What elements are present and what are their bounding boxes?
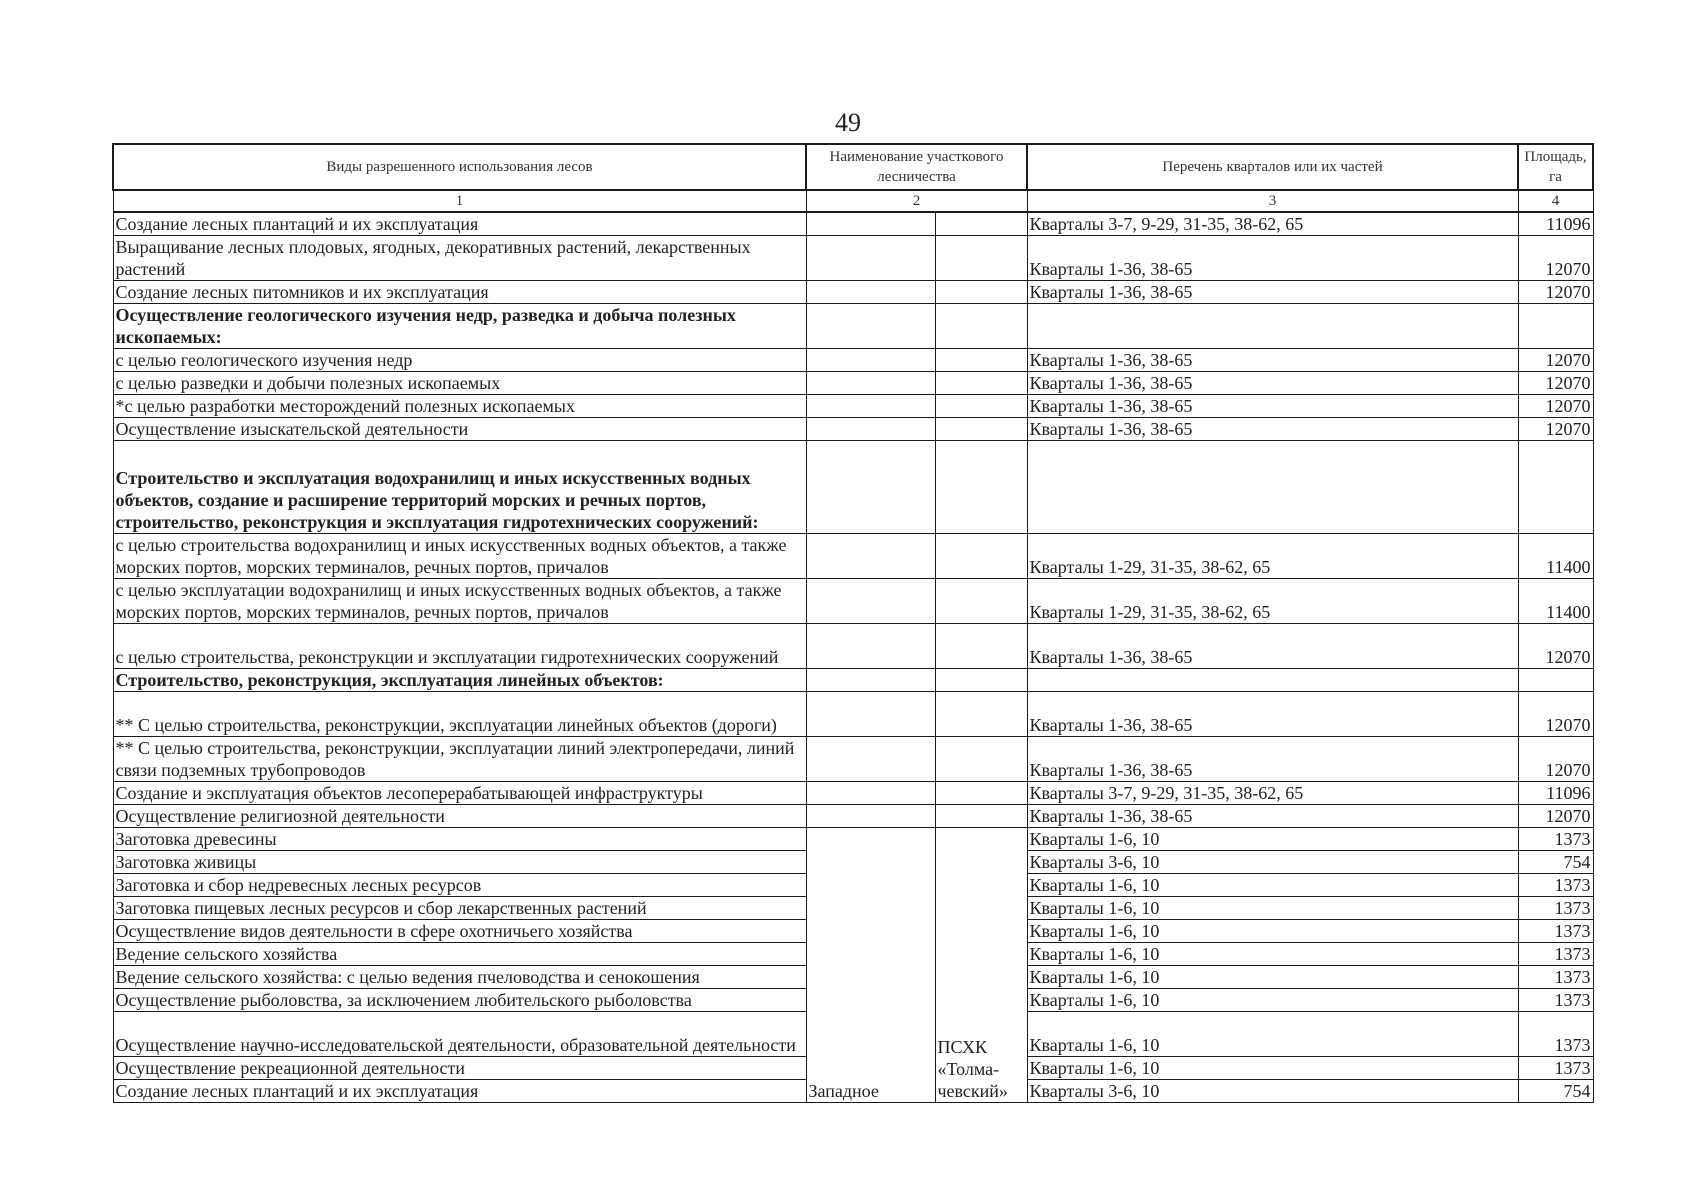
area-cell: 1373: [1518, 943, 1593, 966]
use-type-cell: Ведение сельского хозяйства: [113, 943, 806, 966]
quarters-cell: Кварталы 1-36, 38-65: [1027, 372, 1518, 395]
area-cell: 1373: [1518, 828, 1593, 851]
use-type-cell: с целью строительства водохранилищ и иных искусственных водных объектов, а также морских портов, морских терминалов, речных портов, причалов: [113, 534, 806, 579]
forestry-sub-cell: [935, 828, 1027, 1103]
forestry-name-cell: [806, 304, 935, 349]
area-cell: [1518, 669, 1593, 692]
forestry-sub-cell: [935, 281, 1027, 304]
quarters-cell: Кварталы 1-6, 10: [1027, 1057, 1518, 1080]
forestry-sub-line: ПСХК: [937, 1037, 988, 1057]
header-area: Площадь, га: [1518, 144, 1593, 190]
forestry-name-cell: [806, 418, 935, 441]
table-row: [113, 281, 1593, 304]
area-cell: 12070: [1518, 372, 1593, 395]
use-type-cell: Осуществление рекреационной деятельности: [113, 1057, 806, 1080]
forestry-name-cell: Западное: [806, 828, 935, 1103]
quarters-cell: [1027, 304, 1518, 349]
table-row: [113, 624, 1593, 669]
forestry-sub-cell: [935, 236, 1027, 281]
forestry-name-cell: [806, 212, 935, 236]
area-cell: 1373: [1518, 874, 1593, 897]
forestry-sub-line: «Толма-: [937, 1059, 1000, 1079]
forestry-sub-cell: [935, 534, 1027, 579]
column-index: 1: [113, 190, 806, 212]
forestry-name-cell: [806, 624, 935, 669]
forestry-sub-line: чевский»: [937, 1081, 1008, 1101]
table-row: [113, 534, 1593, 579]
use-type-cell: Выращивание лесных плодовых, ягодных, декоративных растений, лекарственных растений: [113, 236, 806, 281]
use-type-cell: Заготовка живицы: [113, 851, 806, 874]
quarters-cell: Кварталы 1-6, 10: [1027, 897, 1518, 920]
use-type-cell: Заготовка и сбор недревесных лесных ресурсов: [113, 874, 806, 897]
area-cell: 11096: [1518, 782, 1593, 805]
area-cell: 12070: [1518, 281, 1593, 304]
use-type-cell: Создание и эксплуатация объектов лесоперерабатывающей инфраструктуры: [113, 782, 806, 805]
forestry-name-cell: [806, 236, 935, 281]
table-row: [113, 372, 1593, 395]
forestry-sub-cell: [935, 692, 1027, 737]
quarters-cell: Кварталы 1-6, 10: [1027, 943, 1518, 966]
quarters-cell: Кварталы 1-36, 38-65: [1027, 281, 1518, 304]
quarters-cell: Кварталы 1-6, 10: [1027, 989, 1518, 1012]
area-cell: 12070: [1518, 418, 1593, 441]
use-type-cell: *с целью разработки месторождений полезных ископаемых: [113, 395, 806, 418]
table-row: [113, 304, 1593, 349]
table-row: [113, 212, 1593, 236]
forestry-name-cell: [806, 737, 935, 782]
header-use-types: Виды разрешенного использования лесов: [113, 144, 806, 190]
area-cell: 1373: [1518, 1012, 1593, 1057]
table-row: [113, 805, 1593, 828]
table-row: [113, 441, 1593, 534]
use-type-cell: Создание лесных плантаций и их эксплуатация: [113, 1080, 806, 1103]
use-type-cell: Ведение сельского хозяйства: с целью ведения пчеловодства и сенокошения: [113, 966, 806, 989]
use-type-cell: Осуществление религиозной деятельности: [113, 805, 806, 828]
forestry-name-cell: [806, 395, 935, 418]
area-cell: [1518, 304, 1593, 349]
use-type-cell: с целью строительства, реконструкции и эксплуатации гидротехнических сооружений: [113, 624, 806, 669]
forestry-name-cell: [806, 441, 935, 534]
table-row: [113, 236, 1593, 281]
table-row: [113, 692, 1593, 737]
column-index: 3: [1027, 190, 1518, 212]
forestry-name-cell: [806, 579, 935, 624]
header-quarters: Перечень кварталов или их частей: [1027, 144, 1518, 190]
quarters-cell: Кварталы 1-29, 31-35, 38-62, 65: [1027, 534, 1518, 579]
use-type-cell: Строительство и эксплуатация водохранилищ и иных искусственных водных объектов, создание и расширение территорий морских и речных портов, строительство, реконструкция и эксплуатация гидротехнических сооружений:: [113, 441, 806, 534]
area-cell: 11400: [1518, 579, 1593, 624]
area-cell: 754: [1518, 1080, 1593, 1103]
use-type-cell: Осуществление изыскательской деятельности: [113, 418, 806, 441]
quarters-cell: [1027, 669, 1518, 692]
forestry-sub-cell: [935, 782, 1027, 805]
table-row: [113, 395, 1593, 418]
use-type-cell: Осуществление рыболовства, за исключением любительского рыболовства: [113, 989, 806, 1012]
forestry-sub-cell: [935, 372, 1027, 395]
area-cell: 12070: [1518, 692, 1593, 737]
table-row: [113, 579, 1593, 624]
use-type-cell: с целью эксплуатации водохранилищ и иных искусственных водных объектов, а также морских портов, морских терминалов, речных портов, причалов: [113, 579, 806, 624]
use-type-cell: ** С целью строительства, реконструкции, эксплуатации линий электропередачи, линий связи подземных трубопроводов: [113, 737, 806, 782]
page-number: 49: [835, 108, 861, 137]
forestry-name-cell: [806, 372, 935, 395]
area-cell: 12070: [1518, 624, 1593, 669]
use-type-cell: Создание лесных плантаций и их эксплуатация: [113, 212, 806, 236]
table-row: [113, 828, 1593, 851]
area-cell: [1518, 441, 1593, 534]
forestry-sub-cell: [935, 669, 1027, 692]
quarters-cell: Кварталы 1-36, 38-65: [1027, 624, 1518, 669]
quarters-cell: Кварталы 1-29, 31-35, 38-62, 65: [1027, 579, 1518, 624]
use-type-cell: ** С целью строительства, реконструкции, эксплуатации линейных объектов (дороги): [113, 692, 806, 737]
area-cell: 12070: [1518, 236, 1593, 281]
column-index: 2: [806, 190, 1027, 212]
area-cell: 1373: [1518, 966, 1593, 989]
use-type-cell: Создание лесных питомников и их эксплуатация: [113, 281, 806, 304]
forestry-name-cell: [806, 692, 935, 737]
quarters-cell: Кварталы 1-6, 10: [1027, 874, 1518, 897]
forestry-name-cell: [806, 349, 935, 372]
quarters-cell: Кварталы 1-6, 10: [1027, 828, 1518, 851]
forestry-sub-cell: [935, 212, 1027, 236]
quarters-cell: Кварталы 1-36, 38-65: [1027, 805, 1518, 828]
table-row: [113, 669, 1593, 692]
area-cell: 1373: [1518, 897, 1593, 920]
use-type-cell: с целью разведки и добычи полезных ископаемых: [113, 372, 806, 395]
area-cell: 12070: [1518, 805, 1593, 828]
column-index: 4: [1518, 190, 1593, 212]
use-type-cell: Осуществление геологического изучения недр, разведка и добыча полезных ископаемых:: [113, 304, 806, 349]
area-cell: 11400: [1518, 534, 1593, 579]
area-cell: 1373: [1518, 1057, 1593, 1080]
quarters-cell: Кварталы 1-6, 10: [1027, 920, 1518, 943]
quarters-cell: Кварталы 1-36, 38-65: [1027, 395, 1518, 418]
area-cell: 754: [1518, 851, 1593, 874]
forestry-name-cell: [806, 534, 935, 579]
quarters-cell: Кварталы 1-6, 10: [1027, 1012, 1518, 1057]
forestry-sub-cell: [935, 805, 1027, 828]
table-row: [113, 418, 1593, 441]
table-row: [113, 349, 1593, 372]
quarters-cell: Кварталы 1-6, 10: [1027, 966, 1518, 989]
column-index-row: [113, 190, 1593, 212]
quarters-cell: Кварталы 1-36, 38-65: [1027, 692, 1518, 737]
area-cell: 1373: [1518, 989, 1593, 1012]
table-row: [113, 737, 1593, 782]
use-type-cell: Строительство, реконструкция, эксплуатация линейных объектов:: [113, 669, 806, 692]
forestry-name-cell: [806, 805, 935, 828]
forestry-sub-cell: [935, 441, 1027, 534]
forestry-sub-cell: [935, 304, 1027, 349]
quarters-cell: Кварталы 3-6, 10: [1027, 1080, 1518, 1103]
forestry-name-cell: [806, 281, 935, 304]
quarters-cell: [1027, 441, 1518, 534]
area-cell: 12070: [1518, 349, 1593, 372]
quarters-cell: Кварталы 1-36, 38-65: [1027, 236, 1518, 281]
quarters-cell: Кварталы 1-36, 38-65: [1027, 418, 1518, 441]
use-type-cell: Осуществление видов деятельности в сфере охотничьего хозяйства: [113, 920, 806, 943]
forestry-name-cell: [806, 782, 935, 805]
forestry-sub-cell: [935, 395, 1027, 418]
forestry-sub-cell: [935, 579, 1027, 624]
quarters-cell: Кварталы 3-6, 10: [1027, 851, 1518, 874]
quarters-cell: Кварталы 3-7, 9-29, 31-35, 38-62, 65: [1027, 782, 1518, 805]
use-type-cell: с целью геологического изучения недр: [113, 349, 806, 372]
forestry-name-cell: [806, 669, 935, 692]
quarters-cell: Кварталы 1-36, 38-65: [1027, 737, 1518, 782]
forest-use-table: [112, 143, 1594, 1103]
use-type-cell: Заготовка древесины: [113, 828, 806, 851]
use-type-cell: Осуществление научно-исследовательской деятельности, образовательной деятельности: [113, 1012, 806, 1057]
area-cell: 1373: [1518, 920, 1593, 943]
use-type-cell: Заготовка пищевых лесных ресурсов и сбор лекарственных растений: [113, 897, 806, 920]
quarters-cell: Кварталы 3-7, 9-29, 31-35, 38-62, 65: [1027, 212, 1518, 236]
forestry-sub-cell: [935, 624, 1027, 669]
quarters-cell: Кварталы 1-36, 38-65: [1027, 349, 1518, 372]
header-row: [113, 144, 1593, 190]
area-cell: 11096: [1518, 212, 1593, 236]
forestry-sub-cell: [935, 418, 1027, 441]
forestry-sub-cell: [935, 349, 1027, 372]
table-row: [113, 782, 1593, 805]
forestry-sub-cell: [935, 737, 1027, 782]
header-forestry-name: Наименование участкового лесничества: [806, 144, 1027, 190]
area-cell: 12070: [1518, 737, 1593, 782]
area-cell: 12070: [1518, 395, 1593, 418]
